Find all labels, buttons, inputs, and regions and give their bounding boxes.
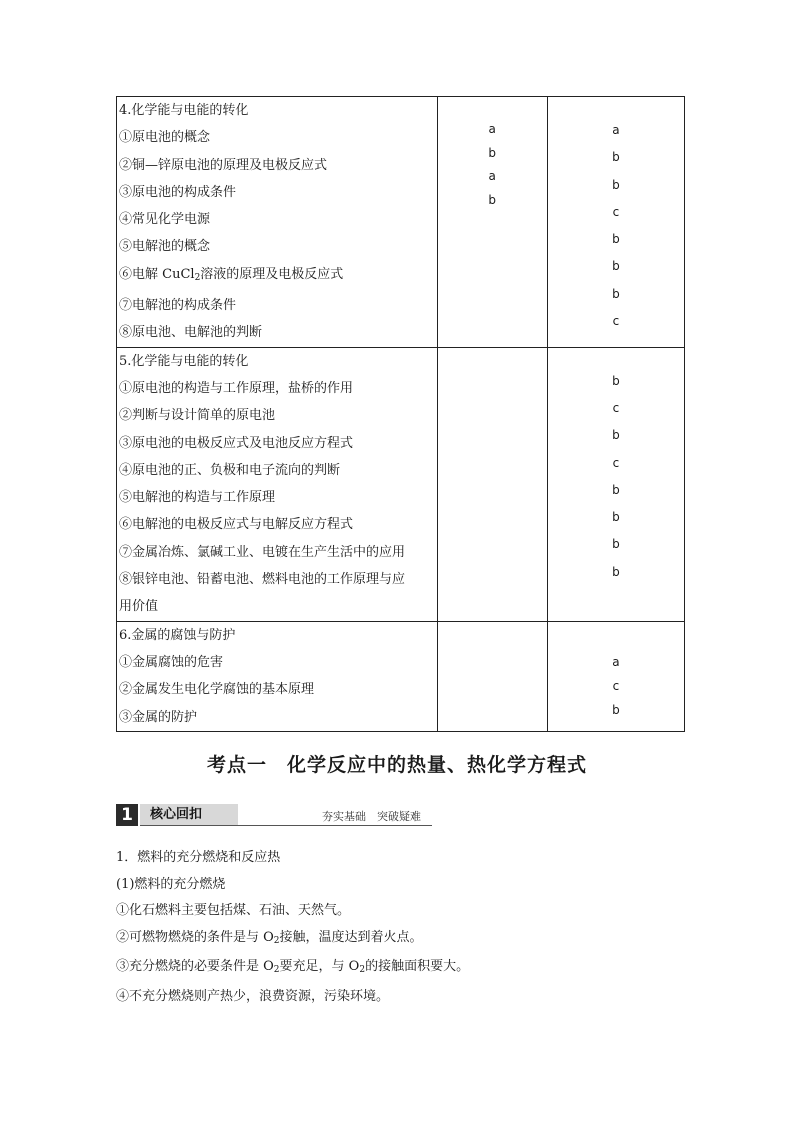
level-cell	[547, 347, 684, 621]
section-heading: 考点一 化学反应中的热量、热化学方程式	[206, 754, 587, 776]
list-item: ⑤电解池的构造与工作原理	[119, 490, 276, 506]
topic-cell	[117, 347, 438, 621]
paragraph-subheading: (1)燃料的充分燃烧	[116, 876, 226, 892]
list-item: ①化石燃料主要包括煤、石油、天然气。	[116, 903, 351, 918]
list-item: 用价值	[119, 599, 159, 615]
list-item	[117, 261, 437, 292]
body-text	[116, 845, 696, 1010]
subscript: 2	[194, 272, 201, 283]
list-item: ③金属的防护	[119, 709, 198, 725]
level-letter: b	[612, 702, 620, 717]
list-item	[116, 954, 696, 984]
level-letter: a	[488, 122, 496, 136]
level-letter: b	[612, 564, 620, 579]
list-item: ②金属发生电化学腐蚀的基本原理	[119, 682, 315, 698]
list-item: ⑤电解池的概念	[119, 239, 211, 255]
level-letter: b	[612, 286, 620, 301]
list-item: ③原电池的电极反应式及电池反应方程式	[119, 435, 354, 451]
list-item: ⑥电解池的电极反应式与电解反应方程式	[119, 517, 354, 533]
requirements-table	[116, 96, 685, 732]
list-item: ①原电池的构造与工作原理，盐桥的作用	[119, 380, 354, 396]
level-letter: a	[488, 169, 496, 183]
list-item: ⑦金属冶炼、氯碱工业、电镀在生产生活中的应用	[119, 544, 406, 560]
list-item: ⑧银锌电池、铅蓄电池、燃料电池的工作原理与应	[119, 572, 406, 588]
text-part: 接触，温度达到着火点。	[279, 929, 423, 945]
text-part: ②可燃物燃烧的条件是与 O	[116, 929, 274, 945]
level-letter: b	[612, 232, 620, 247]
subscript: 2	[273, 965, 280, 975]
level-letter: c	[612, 678, 620, 693]
list-item: ④原电池的正、负极和电子流向的判断	[119, 462, 341, 478]
level-letter: b	[612, 259, 620, 274]
level-letter: b	[488, 145, 496, 160]
text-part: ⑥电解 CuCl	[119, 266, 195, 282]
list-item: ②铜—锌原电池的原理及电极反应式	[119, 157, 328, 173]
list-item	[116, 925, 696, 955]
topic-title: 6.金属的腐蚀与防护	[119, 627, 236, 643]
subscript: 2	[273, 935, 280, 946]
list-item: ②判断与设计简单的原电池	[119, 408, 276, 424]
list-item: ①金属腐蚀的危害	[119, 654, 224, 670]
level-letter: b	[612, 510, 620, 525]
banner-underline	[140, 825, 432, 826]
level-cell	[437, 97, 547, 348]
list-item: ⑧原电池、电解池的判断	[119, 325, 263, 341]
level-letter: b	[612, 150, 620, 165]
table-row	[117, 347, 685, 621]
banner-number: 1	[116, 804, 138, 826]
list-item: ①原电池的概念	[119, 130, 211, 146]
list-item: ③原电池的构成条件	[119, 184, 237, 200]
paragraph-heading: 1．燃料的充分燃烧和反应热	[116, 850, 281, 865]
level-cell	[547, 621, 684, 731]
banner-subtitle: 夯实基础 突破疑难	[322, 810, 421, 823]
level-letter: a	[612, 123, 620, 137]
topic-cell	[117, 621, 438, 731]
level-letter: b	[612, 428, 620, 443]
list-item: ④常见化学电源	[119, 212, 211, 228]
level-letter: c	[612, 314, 620, 329]
level-letter: b	[612, 177, 620, 192]
text-part: 要充足，与 O	[279, 959, 360, 974]
text-part: ③充分燃烧的必要条件是 O	[116, 959, 274, 974]
list-item: ⑦电解池的构成条件	[119, 298, 237, 314]
level-letter: b	[488, 192, 496, 207]
subscript: 2	[359, 965, 366, 975]
level-cell	[547, 97, 684, 348]
level-cell	[437, 347, 547, 621]
topic-cell	[117, 97, 438, 348]
level-letter: c	[612, 204, 620, 219]
section-banner	[116, 804, 432, 826]
level-letter: c	[612, 455, 620, 470]
level-cell	[437, 621, 547, 731]
text-part: 溶液的原理及电极反应式	[200, 266, 344, 282]
text-part: 的接触面积要大。	[365, 959, 470, 974]
level-letter: b	[612, 373, 620, 388]
level-letter: b	[612, 482, 620, 497]
topic-title: 5.化学能与电能的转化	[119, 353, 249, 369]
level-letter: c	[612, 400, 620, 415]
table-row	[117, 621, 685, 731]
topic-title: 4.化学能与电能的转化	[119, 103, 249, 118]
table-row	[117, 97, 685, 348]
banner-title: 核心回扣	[140, 804, 238, 826]
level-letter: b	[612, 537, 620, 552]
level-letter: a	[612, 654, 620, 669]
list-item: ④不充分燃烧则产热少，浪费资源，污染环境。	[116, 988, 390, 1004]
